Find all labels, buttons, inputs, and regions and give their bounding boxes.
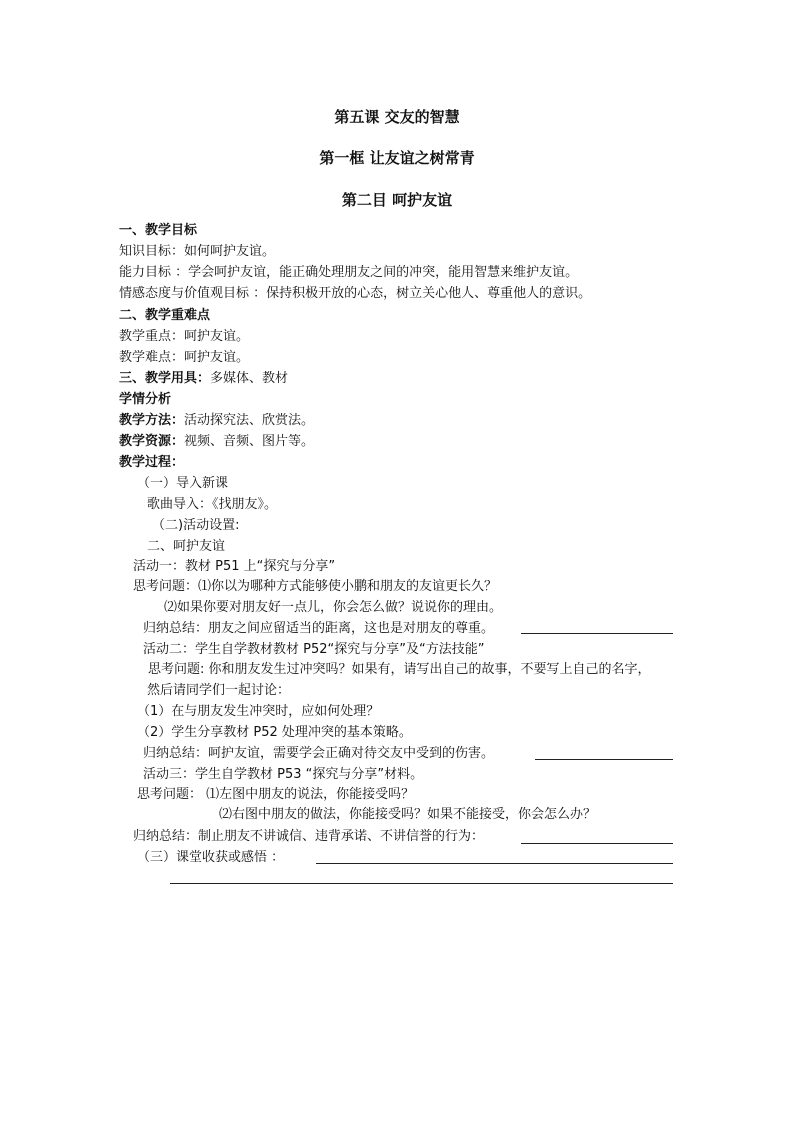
difficult-point: 教学难点：呵护友谊。: [119, 350, 250, 365]
activity-2-question-cont: 然后请同学们一起讨论：: [147, 683, 291, 698]
tools-label: 三、教学用具：: [119, 371, 211, 386]
goals-heading: 一、教学目标: [119, 223, 198, 238]
item-title: 第二目 呵护友谊: [341, 191, 453, 209]
attitude-goal: 情感态度与价值观目标 ：保持积极开放的心态，树立关心他人、尊重他人的意识。: [119, 286, 592, 301]
resources-value: 视频、音频、图片等。: [184, 434, 315, 449]
activity-setup: （二)活动设置:: [152, 518, 240, 533]
methods-value: 活动探究法、欣赏法。: [184, 413, 315, 428]
summary-3-blank-line: [521, 843, 673, 844]
process-heading: 教学过程：: [119, 455, 185, 470]
activity-1-question-2: ⑵如果你要对朋友好一点儿，你会怎么做？说说你的理由。: [164, 600, 503, 615]
summary-1: 归纳总结：朋友之间应留适当的距离，这也是对朋友的尊重。: [143, 621, 495, 636]
resources-label: 教学资源：: [119, 434, 185, 449]
summary-2-blank-line: [535, 759, 673, 760]
activity-1-question-1: 思考问题：⑴你以为哪种方式能够使小鹏和朋友的友谊更长久？: [133, 579, 498, 594]
activity-3-question-2: ⑵右图中朋友的做法，你能接受吗？如果不能接受，你会怎么办？: [219, 807, 597, 822]
frame-title: 第一框 让友谊之树常青: [319, 149, 475, 167]
resources-line: [119, 433, 314, 450]
keypoints-heading: 二、教学重难点: [119, 308, 211, 323]
lesson-title: 第五课 交友的智慧: [334, 108, 460, 126]
activity-3: 活动三：学生自学教材 P53 “探究与分享”材料。: [143, 767, 424, 782]
ability-goal: 能力目标 ：学会呵护友谊，能正确处理朋友之间的冲突，能用智慧来维护友谊。: [119, 265, 579, 280]
discussion-question-1: （1）在与朋友发生冲突时，应如何处理？: [137, 704, 380, 719]
activity-1: 活动一：教材 P51 上“探究与分享”: [133, 559, 336, 574]
discussion-question-2: （2）学生分享教材 P52 处理冲突的基本策略。: [137, 725, 412, 740]
activity-3-question-1: 思考问题： ⑴左图中朋友的说法，你能接受吗？: [137, 787, 415, 802]
reflection-blank-line-1: [316, 863, 673, 864]
tools-line: [119, 370, 288, 387]
reflection-prompt: （三）课堂收获或感悟 ：: [137, 850, 285, 865]
methods-label: 教学方法：: [119, 413, 185, 428]
activity-2-question: 思考问题: 你和朋友发生过冲突吗？如果有，请写出自己的故事，不要写上自己的名字，: [148, 662, 651, 677]
part-two-heading: 二、呵护友谊: [147, 539, 226, 554]
activity-2: 活动二：学生自学教材教材 P52“探究与分享”及“方法技能”: [143, 642, 485, 657]
summary-1-blank-line: [521, 633, 673, 634]
analysis-heading: 学情分析: [119, 392, 172, 407]
summary-2: 归纳总结：呵护友谊，需要学会正确对待交友中受到的伤害。: [143, 746, 495, 761]
tools-value: 多媒体、教材: [210, 371, 289, 386]
summary-3: 归纳总结：制止朋友不讲诚信、违背承诺、不讲信誉的行为：: [133, 829, 485, 844]
methods-line: [119, 412, 314, 429]
song-intro: 歌曲导入：《找朋友》。: [147, 497, 278, 512]
knowledge-goal: 知识目标：如何呵护友谊。: [119, 244, 276, 259]
reflection-blank-line-2: [170, 883, 673, 884]
intro-step: （一）导入新课: [137, 476, 229, 491]
key-point: 教学重点：呵护友谊。: [119, 329, 250, 344]
